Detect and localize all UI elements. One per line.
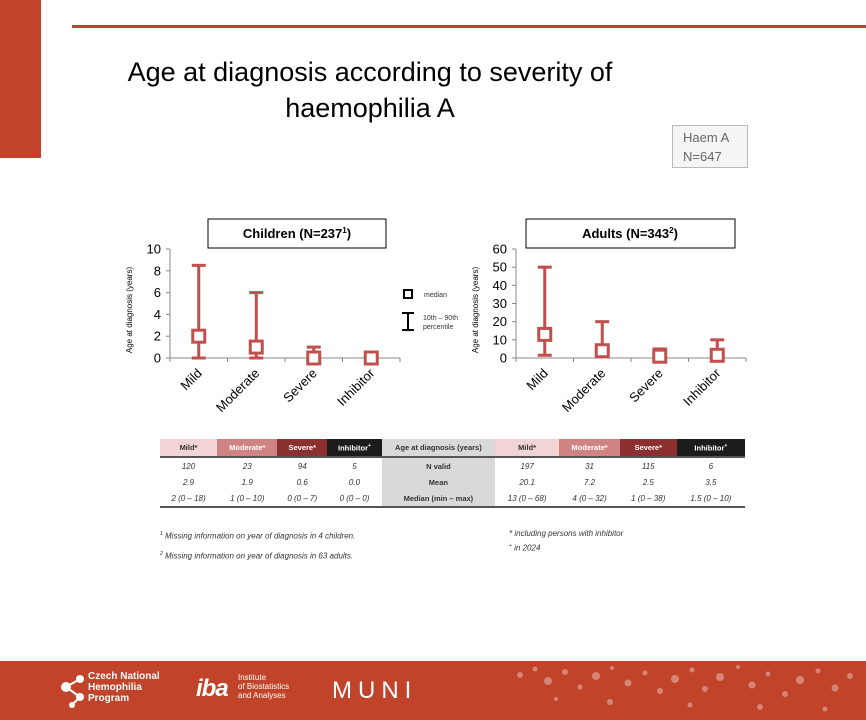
title-line-2: haemophilia A	[285, 93, 455, 123]
adults-y-axis-label: Age at diagnosis (years)	[471, 266, 480, 354]
children-category-label: Inhibitor	[334, 365, 378, 409]
adults-y-tick-label: 60	[492, 241, 507, 257]
iba-logo-mark: iba	[196, 675, 228, 702]
header-adults-severe: Severe*	[620, 439, 677, 457]
children-median-mild	[193, 330, 205, 342]
table-cell: 13 (0 – 68)	[507, 493, 547, 503]
adults-median-moderate	[596, 345, 608, 357]
adults-median-inhibitor	[711, 349, 723, 361]
children-category-label: Moderate	[212, 365, 263, 415]
adults-category-label: Inhibitor	[680, 365, 724, 409]
footer-band	[0, 661, 866, 720]
footnotes-right	[509, 528, 623, 555]
table-cell: 0 (0 – 7)	[287, 493, 318, 503]
table-cell: 20.1	[519, 477, 535, 487]
header-children-mild: Mild*	[160, 439, 217, 457]
table-cell: 23	[242, 461, 252, 471]
children-y-axis-label: Age at diagnosis (years)	[125, 266, 134, 354]
children-y-tick-label: 2	[153, 328, 161, 344]
table-row-label: Median (min – max)	[382, 490, 495, 507]
table-cell: 1 (0 – 10)	[230, 493, 265, 503]
table-cell: 1.5 (0 – 10)	[690, 493, 732, 503]
footnote-4: + in 2024	[509, 543, 541, 553]
table-row	[160, 474, 745, 490]
children-y-tick-label: 10	[146, 241, 161, 257]
table-cell: 2.9	[182, 477, 195, 487]
header-children-inhibitor: Inhibitor+	[327, 439, 382, 457]
adults-median-severe	[654, 350, 666, 362]
footnote-2: $^2$ Missing information on year of diagnosis in 63 adults.	[160, 550, 354, 561]
badge-line-1: Haem A	[683, 130, 730, 145]
table-cell: 1 (0 – 38)	[631, 493, 666, 503]
percentile-legend-line-1: 10th – 90th	[423, 315, 459, 322]
table-row	[160, 457, 745, 474]
adults-category-label: Moderate	[558, 365, 609, 415]
adults-y-tick-label: 40	[492, 277, 507, 293]
table-cell: 2 (0 – 18)	[171, 493, 206, 503]
adults-category-label: Mild	[523, 365, 551, 393]
iba-logo-text: Institute of Biostatistics and Analyses	[238, 673, 290, 700]
children-median-severe	[308, 352, 320, 364]
percentile-legend-icon	[402, 313, 414, 330]
cnhp-logo-text: Czech National Hemophilia Program	[88, 671, 160, 704]
table-row-label: N valid	[382, 457, 495, 474]
header-children-severe: Severe*	[277, 439, 327, 457]
table-row	[160, 490, 745, 507]
table-cell: 2.5	[642, 477, 654, 487]
table-cell: 94	[297, 461, 307, 471]
header-adults-moderate: Moderate*	[559, 439, 619, 457]
adults-category-label: Severe	[626, 365, 666, 406]
header-adults-mild: Mild*	[495, 439, 559, 457]
children-median-moderate	[250, 341, 262, 353]
adults-y-tick-label: 20	[492, 314, 507, 330]
children-y-tick-label: 0	[153, 350, 161, 366]
header-age-at-diagnosis: Age at diagnosis (years)	[382, 439, 495, 457]
header-sup: +	[368, 442, 371, 449]
table-cell: 7.2	[583, 477, 596, 487]
children-category-label: Severe	[280, 365, 320, 406]
muni-logo: MUNI	[332, 677, 418, 704]
median-legend-label: median	[424, 292, 447, 299]
title-line-1: Age at diagnosis according to severity of	[127, 57, 613, 87]
table-row-label: Mean	[382, 474, 495, 490]
cnhp-logo-icon	[61, 675, 84, 708]
table-cell: 197	[520, 461, 534, 471]
footnotes-left	[160, 528, 355, 562]
table-cell: 0.0	[348, 477, 361, 487]
table-cell: 0 (0 – 0)	[339, 493, 370, 503]
table-cell: 120	[181, 461, 196, 471]
badge-line-2: N=647	[683, 149, 722, 164]
adults-chart-title: Adults $(N=343^2)$	[582, 226, 678, 241]
header-children-moderate: Moderate*	[217, 439, 277, 457]
table-cell: 5	[352, 461, 357, 471]
table-cell: 115	[641, 461, 655, 471]
table-cell: 1.9	[241, 477, 253, 487]
adults-y-tick-label: 10	[492, 332, 507, 348]
footnote-3: * including persons with inhibitor	[509, 529, 624, 538]
adults-y-tick-label: 50	[492, 259, 507, 275]
children-category-label: Mild	[177, 365, 205, 393]
children-y-tick-label: 6	[153, 285, 161, 301]
children-median-inhibitor	[365, 352, 377, 364]
summary-table	[160, 439, 745, 508]
children-y-tick-label: 8	[153, 263, 161, 279]
adults-median-mild	[539, 328, 551, 340]
header-sup: +	[724, 442, 728, 449]
median-legend-icon	[404, 290, 412, 298]
adults-y-tick-label: 0	[499, 350, 507, 366]
header-adults-inhibitor: Inhibitor+	[677, 439, 745, 457]
children-chart-title: Children $(N=237^1)$	[242, 226, 352, 241]
table-cell: 4 (0 – 32)	[572, 493, 607, 503]
percentile-legend-line-2: percentile	[423, 324, 454, 331]
footnote-1: $^1$ Missing information on year of diagnosis in 4 children.	[160, 531, 356, 541]
children-y-tick-label: 4	[153, 306, 161, 322]
table-cell: 31	[585, 461, 594, 471]
table-header-row	[160, 439, 745, 457]
table-cell: 3.5	[705, 477, 717, 487]
table-cell: 0.6	[296, 477, 308, 487]
table-cell: 6	[708, 461, 714, 471]
adults-y-tick-label: 30	[492, 296, 507, 311]
